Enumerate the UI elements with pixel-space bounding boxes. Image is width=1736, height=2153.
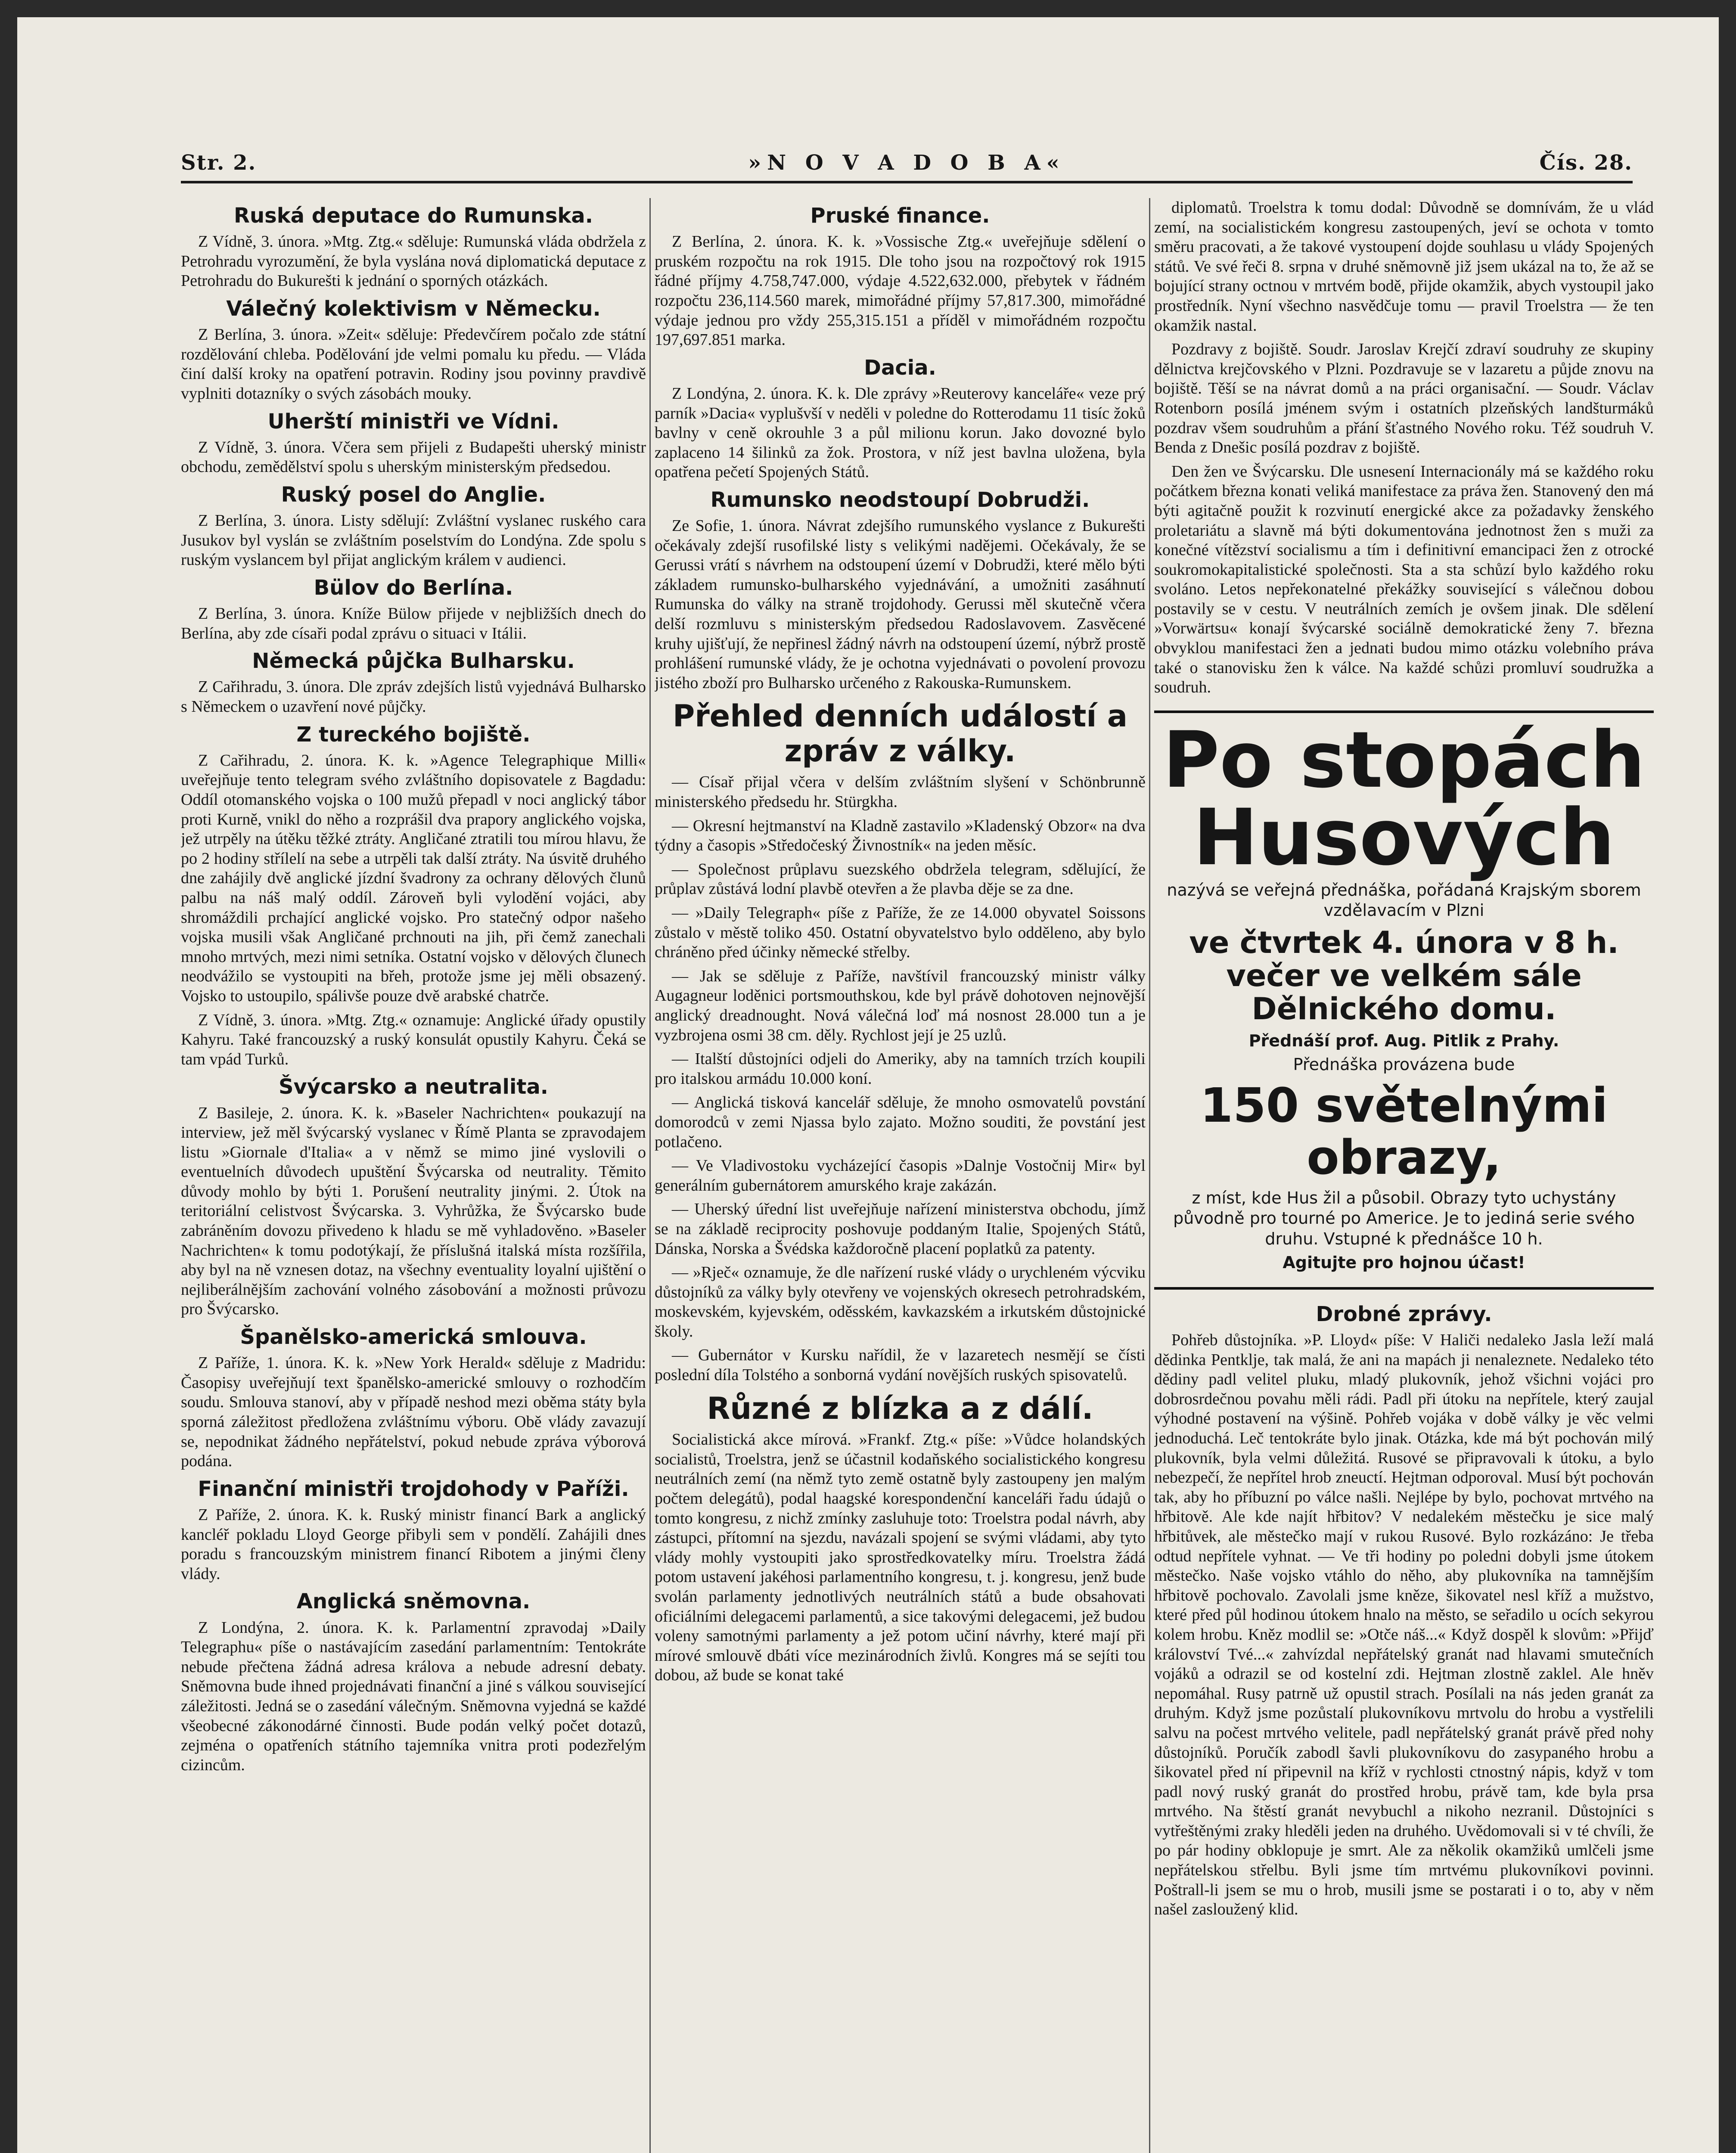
article-headline: Německá půjčka Bulharsku. <box>252 649 575 673</box>
article-text: Z Vídně, 3. února. »Mtg. Ztg.« oznamuje: Anglické úřady opustily Kahyru. Také francouzský a ruský konsulát opustily Kahyru. Čeká se tam vpád Turků. <box>181 1011 646 1068</box>
article-headline: Bülov do Berlína. <box>314 575 513 600</box>
column-right <box>1154 198 1654 2153</box>
right-bottom-articles <box>1154 1303 1654 1920</box>
article-headline: Španělsko-americká smlouva. <box>240 1325 587 1350</box>
article-text: Pohřeb důstojníka. »P. Lloyd« píše: V Haliči nedaleko Jasla leží malá dědinka Pentklje, tak malá, že ani na mapách ji nenaleznete. Nedaleko této dědiny padl velitel pluku, mladý plukovník, jehož všichni vojáci pro dobrosrdečnou povahu měli rádi. Padl při útoku na nepřítele, který zaujal výhodné postavení na výšině. Pohřeb vojáka v době války je věc velmi jednoduchá. Leč tentokráte bylo jinak. Otázka, kde má být pochován milý plukovník, byla velmi důležitá. Rusové se připravovali k útoku, a bylo nebezpečí, že nepřítel hrob zneuctí. Hejtman odporoval. Musí být pochován tak, aby ho příbuzní po válce našli. Nejlépe by bylo, pochovat mrtvého na hřbitově. Ale kde najít hřbitov? V nedalekém městečku je sice malý hřbitůvek, ale městečko mají v rukou Rusové. Bylo rozkázáno: Je třeba odtud nepřítele vyhnat. — Ve tři hodiny po poledni dobyli jsme útokem městečko. Naše vojsko vtáhlo do něho, aby plukovníka na tamnějším hřbitově pochovalo. Zavolali jsme kněze, šikovatel nesl kříž a mužstvo, které před půl hodinou útokem hnalo na město, se seřadilo u ocích sekyrou kolem hrobu. Kněz modlil se: »Otče náš...« Když dospěl k slovům: »Přijď království Tvé...« zahvízdal nepřátelský granát nad hlavami smutečních vojáků a odrazil se od kostelní zdi. Hejtman zlostně zaklel. Ale hněv nepomáhal. Rusy patrně už opustil strach. Posílali na nás jeden granát za druhým. Když jsme pozůstalí plukovníkovu mrtvolu do hrobu a vystřelili salvu na počest mrtvého velitele, padl nepřátelský granát právě před nohy důstojníků. Poručík zabodl šavli plukovníkovu do zasypaného hrobu a šikovatel před ní připevnil na kříž v rychlosti ctnostný nápis, když v tom padl nový ruský granát do prostřed hrobu, právě tam, kde byla prsa mrtvého. Na štěstí granát nevybuchl a nikoho nezranil. Důstojníci s vytřeštěnými zraky hleděli jeden na druhého. Uvědomovali si v té chvíli, že po pár hodiny obklopuje je smrt. Ale za několik okamžiků umlčeli jsme nepřátelskou střelbu. Byli jsme tím mrtvému plukovníkovi povinni. Poštrall-li jsem se mu o hrob, musili jsme se postarati i o to, aby v něm našel zasloužený klid. <box>1154 1331 1654 1919</box>
article-headline: Ruský posel do Anglie. <box>281 482 546 507</box>
article-text: — Italští důstojníci odjeli do Ameriky, aby na tamních trzích koupili pro italskou armádu 10.000 koní. <box>655 1050 1146 1088</box>
article-text: Ze Sofie, 1. února. Návrat zdejšího rumunského vyslance z Bukurešti očekávaly zdejší rusofilské listy s velikými nadějemi. Očekávaly, že se Gerussi vrátí s návrhem na odstoupení území v Dobrudži, které mělo býti základem rumunsko-bulharského vyjednávání, a umožniti zasáhnutí Rumunska do války na straně trojdohody. Gerussi měl skutečně včera delší rozmluvu s ministerským předsedou Radoslavovem. Zasvěcené kruhy ujišťují, že nepřinesl žádný návrh na odstoupení území, nýbrž prostě prohlášení rumunské vlády, že je ochotna vyjednávati o povolení provozu jistého zboží pro Bulharsko určeného z Rakouska-Rumunskem. <box>655 517 1146 692</box>
column-left <box>181 198 646 2153</box>
article-headline: Válečný kolektivism v Německu. <box>226 296 601 321</box>
article-headline: Dacia. <box>864 355 936 380</box>
article-text: Socialistická akce mírová. »Frankf. Ztg.« píše: »Vůdce holandských socialistů, Troelstra, jenž se účastnil kodaňského socialistického kongresu neutrálních zemí (na němž tyto země ostatně byly zastoupeny jen malým počtem delegátů), podal haagské korespondenční kanceláři řadu údajů o tomto kongresu, z nichž zmínky zasluhuje toto: Troelstra podal návrh, aby zástupci, přítomní na sjezdu, navázali spojení se svými vládami, aby tyto vlády mohly vystoupiti jako sprostředkovatelky míru. Troelstra žádá potom ustavení jakéhosi parlamentního kongresu, t. j. kongresu, jenž bude svolán parlamenty jednotlivých neutrálních států a bude obsahovati oficiálními delegacemi parlamentů, a sice takovými delegacemi, jež budou voleny samotnými parlamenty a jež potom učiní návrhy, které mají při mírové smlouvě dbáti více mezinárodních živlů. Kongres má se sejíti tou dobou, až bude se konat také <box>655 1430 1146 1685</box>
article-headline: Švýcarsko a neutralita. <box>278 1075 549 1099</box>
ad-title-2: Husových <box>1193 792 1615 883</box>
column-rule <box>649 198 651 2153</box>
article-text: — Okresní hejtmanství na Kladně zastavilo »Kladenský Obzor« na dva týdny a časopis »Středočeský Živnostník« na jeden měsíc. <box>655 816 1146 855</box>
article-text: — »Daily Telegraph« píše z Paříže, že ze 14.000 obyvatel Soissons zůstalo v městě toliko 450. Ostatní obyvatelstvo bylo odděleno, aby bylo chráněno před účinky německé střelby. <box>655 904 1146 962</box>
article-text: Z Paříže, 1. února. K. k. »New York Herald« sděluje z Madridu: Časopisy uveřejňují text španělsko-americké smlouvy o rozhodčím soudu. Smlouva stanoví, aby v případě neshod mezi oběma státy byla sporná záležitost předložena zvláštnímu výboru. Obě vlády zavazují se, nepodnikat žádného nepřátelství, pokud nebude zpráva výborová podána. <box>181 1354 646 1470</box>
article-text: — Uherský úřední list uveřejňuje nařízení ministerstva obchodu, jímž se na základě reciprocity poshovuje poddaným Italie, Spojených Států, Dánska, Norska a Švédska každoročně placení poplatků za patenty. <box>655 1200 1146 1258</box>
article-text: — Společnost průplavu suezského obdržela telegram, sdělující, že průplav zůstává lodní plavbě otevřen a že plavba děje se za dne. <box>655 860 1146 898</box>
article-text: — Jak se sděluje z Paříže, navštívil francouzský ministr války Augagneur loděnici portsmouthskou, kde byl právě dohotoven nejnovější anglický dreadnought. Nová válečná loď má nosnost 28.000 tun a je vyzbrojena osmi 38 cm. děly. Rychlost její je 25 uzlů. <box>655 967 1146 1044</box>
masthead: »N O V A D O B A« <box>748 151 1065 175</box>
article-headline: Ruská deputace do Rumunska. <box>234 204 593 228</box>
ad-slides: 150 světelnými obrazy, <box>1200 1077 1608 1185</box>
ad-note: Přednáška provázena bude <box>1293 1055 1515 1074</box>
ad-date-venue: ve čtvrtek 4. února v 8 h. večer ve velkém sále Dělnického domu. <box>1189 924 1619 1027</box>
article-text: Z Berlína, 3. února. »Zeit« sděluje: Předevčírem počalo zde státní rozdělování chleba. Podělování jde velmi pomalu ku předu. — Vláda činí další kroky na opatření potravin. Rodiny jsou povinny pravdivě vyplniti dotazníky o svých zásobách mouky. <box>181 326 646 403</box>
article-text: Z Paříže, 2. února. K. k. Ruský ministr financí Bark a anglický kancléř pokladu Lloyd George přibyli sem v pondělí. Zahájili dnes poradu s francouzským ministrem financí Ribotem a jinými členy vlády. <box>181 1505 646 1583</box>
ad-title: Po stopách <box>1162 715 1646 805</box>
article-text: Z Vídně, 3. února. Včera sem přijeli z Budapešti uherský ministr obchodu, zemědělství spolu s uherským ministerským předsedou. <box>181 438 646 476</box>
article-headline: Různé z blízka a z dálí. <box>707 1390 1093 1426</box>
page-header <box>181 129 1633 183</box>
article-text: Z Berlína, 2. února. K. k. »Vossische Ztg.« uveřejňuje sdělení o pruském rozpočtu na rok 1915. Dle toho jsou na rozpočtový rok 1915 řádné příjmy 4.758,747.000, výdaje 4.522,632.000, přebytek v řádném rozpočtu 236,114.560 marek, mimořádné příjmy 57,817.300, mimořádné výdaje jednou pro vždy 255,315.151 a příděl v mimořádném rozpočtu 197,697.851 marka. <box>655 233 1146 349</box>
page-number: Str. 2. <box>181 151 257 175</box>
article-text: — Císař přijal včera v delším zvláštním slyšení v Schönbrunně ministerského předsedu hr. Stürgkha. <box>655 773 1146 811</box>
article-text: Z Cařihradu, 3. února. Dle zpráv zdejších listů vyjednává Bulharsko s Německem o uzavření nové půjčky. <box>181 678 646 716</box>
article-headline: Rumunsko neodstoupí Dobrudži. <box>710 487 1090 512</box>
article-headline: Uherští ministři ve Vídni. <box>267 409 559 434</box>
column-middle <box>655 198 1146 2153</box>
right-top-articles <box>1154 198 1654 698</box>
article-text: — Ve Vladivostoku vycházející časopis »Dalnje Vostočnij Mir« byl generálním gubernátorem amurského kraje zakázán. <box>655 1157 1146 1194</box>
article-text: — »Rječ« oznamuje, že dle nařízení ruské vlády o urychleném výcviku důstojníků za války byly otevřeny ve vojenských okresech petrohradském, moskevském, kyjevském, oděsském, kavkazském a irkutském důstojnické školy. <box>655 1263 1146 1340</box>
article-text: — Anglická tisková kancelář sděluje, že mnoho osmovatelů povstání domorodců v zemi Njassa bylo zajato. Možno souditi, že povstání jest potlačeno. <box>655 1093 1146 1151</box>
article-text: Den žen ve Švýcarsku. Dle usnesení Internacionály má se každého roku počátkem března konati veliká manifestace za práva žen. Stanovený den má býti agitačně použit k rozvinutí energické akce za požadavky ženského proletariátu a slavně má býti dokumentována jednotnost žen s muži za konečné vítězství socialismu a tím i definitivní emancipaci žen z otrocké soukromokapitalistické společnosti. Sta a sta schůzí bylo každého roku svoláno. Letos nepřekonatelné překážky související s válečnou dobou postavily se v cestu. V neutrálních zemích je ovšem jinak. Dle sdělení »Vorwärtsu« konají švýcarské sociálně demokratické ženy 7. března obvyklou manifestaci žen a jednati budou mimo otázku volebního práva také o stanovisku žen k válce. Na každé schůzi promluví soudružka a soudruh. <box>1154 462 1654 697</box>
article-text: diplomatů. Troelstra k tomu dodal: Důvodně se domnívám, že u vlád zemí, na socialistickém kongresu zastoupených, jeví se ochota v tomto směru pracovati, a že takové vystoupení dojde souhlasu u vlády Spojených států. Ve své řeči 8. srpna v druhé sněmovně již jsem ukázal na to, že až se bojující strany octnou v mrtvém bodě, přijde okamžik, abych vystoupil jako prostředník. Nyní všechno nasvědčuje tomu — pravil Troelstra — že ten okamžik nastal. <box>1154 199 1654 335</box>
article-headline: Anglická sněmovna. <box>296 1589 531 1614</box>
article-text: Z Cařihradu, 2. února. K. k. »Agence Telegraphique Milli« uveřejňuje tento telegram svého zvláštního dopisovatele z Bagdadu: Oddíl otomanského vojska o 100 mužů přepadl v noci anglický tábor proti Kurně, vnikl do něho a rozprášil dva prapory anglického vojska, jež utrpěly na útěku těžké ztráty. Angličané ztratili tou mírou hlavu, že po 2 hodiny střílelí na sebe a utrpěli tak další ztráty. Na úsvitě druhého dne zahájily dvě anglické jízdní švadrony za ochrany dělových člunů palbu na náš malý oddíl. Zároveň byli vylodění vojáci, aby shromáždili prchající anglické vojsko. Pro statečný odpor našeho vojska musili však Angličané prchnouti na jih, při čemž zanechali mnoho mrtvých, mezi nimi setníka. Ostatní vojsko v dělových člunech neodvážilo se vystoupiti na břeh, protože jsme jej měli obsazený. Vojsko to ustoupilo, spálivše pouze dvě arabské chatrče. <box>181 751 646 1005</box>
article-text: Z Londýna, 2. února. K. k. Dle zprávy »Reuterovy kanceláře« veze prý parník »Dacia« vyplušvší v neděli v poledne do Rotterodamu 11 tisíc žoků bavlny v ceně okrouhle 3 a půl milionu korun. Jako dovozné bylo zaplaceno 14 šilinků za žok. Prostora, v níž jest bavlna uložena, byla opatřena pečetí Spojených Států. <box>655 384 1146 481</box>
article-headline: Přehled denních událostí a zpráv z války. <box>672 698 1127 769</box>
article-headline: Z tureckého bojiště. <box>296 722 531 747</box>
article-text: Z Basileje, 2. února. K. k. »Baseler Nachrichten« poukazují na interview, jež měl švýcarský vyslanec v Římě Planta se zpravodajem listu »Giornale d'Italia« a v němž se mimo jiné vyslovili o eventuelních důvodech upuštění Švýcarska od neutrality. Těmito důvody mohlo by býti 1. Porušení neutrality jinými. 2. Útok na teritoriální celistvost Švýcarska. 3. Vyhrůžka, že Švýcarsko bude zabráněním dovozu přivedeno k hladu se mě vyhladověno. »Baseler Nachrichten« k tomu podotýkají, že příslušná italská místa rozšířila, aby byl na ně vznesen dotaz, na všechny eventuality loyalní ujištění o nejliberálnějším zachování volného zásobování a možnosti průvozu pro Švýcarsko. <box>181 1104 646 1318</box>
article-text: Pozdravy z bojiště. Soudr. Jaroslav Krejčí zdraví soudruhy ze skupiny dělnictva krejčovského v Plzni. Pozdravuje se v lazaretu a půjde znovu na bojiště. Těší se na návrat domů a na práci organisační. — Soudr. Václav Rotenborn posílá jménem svým i ostatních plzeňských landšturmáků pozdrav všem soudruhům a přání šťastného Nového roku. Též soudruh V. Benda z Dnešic posílá pozdrav z bojiště. <box>1154 340 1654 457</box>
lecture-advertisement <box>1154 710 1654 1290</box>
ad-lecturer: Přednáší prof. Aug. Pitlik z Prahy. <box>1248 1031 1559 1050</box>
article-headline: Pruské finance. <box>810 204 990 228</box>
article-text: Z Vídně, 3. února. »Mtg. Ztg.« sděluje: Rumunská vláda obdržela z Petrohradu vyrozumění, že byla vyslána nová diplomatická deputace z Petrohradu do Bukurešti k jednání o sporných otázkách. <box>181 233 646 290</box>
article-headline: Drobné zprávy. <box>1316 1302 1492 1326</box>
article-text: Z Berlína, 3. února. Kníže Bülow přijede v nejbližších dnech do Berlína, aby zde císaři podal zprávu o situaci v Itálii. <box>181 605 646 642</box>
column-rule <box>1149 198 1150 2153</box>
article-text: Z Londýna, 2. února. K. k. Parlamentní zpravodaj »Daily Telegraphu« píše o nastávajícím zasedání parlamentním: Tentokráte nebude přečtena žádná adresa králova a nebude adresní debaty. Sněmovna bude ihned projednávati finanční a jiné s válkou související záležitosti. Jedná se o zasedání válečným. Sněmovna vyjedná se každé všeobecné zákonodárné činnosti. Bude podán velký počet dotazů, zejména o opatřeních státního tajemníka vnitra proti podezřelým cizincům. <box>181 1618 646 1774</box>
ad-details: z míst, kde Hus žil a působil. Obrazy tyto uchystány původně pro tourné po Americe. Je to jediná serie svého druhu. Vstupné k přednášce 10 h. <box>1173 1188 1635 1248</box>
ad-subtitle: nazývá se veřejná přednáška, pořádaná Krajským sborem vzdělavacím v Plzni <box>1167 880 1641 920</box>
ad-call: Agitujte pro hojnou účast! <box>1283 1253 1525 1272</box>
issue-number: Čís. 28. <box>1539 151 1633 175</box>
newspaper-page <box>17 17 1719 2153</box>
article-text: — Gubernátor v Kursku nařídil, že v lazaretech nesmějí se čísti poslední díla Tolstého a sonborná vydání novějších ruských spisovatelů. <box>655 1346 1146 1384</box>
article-headline: Finanční ministři trojdohody v Paříži. <box>198 1477 629 1501</box>
article-text: Z Berlína, 3. února. Listy sdělují: Zvláštní vyslanec ruského cara Jusukov byl vyslán se zvláštním poselstvím do Londýna. Zde spolu s ruským vyslancem byl přijat anglickým králem v audienci. <box>181 512 646 569</box>
